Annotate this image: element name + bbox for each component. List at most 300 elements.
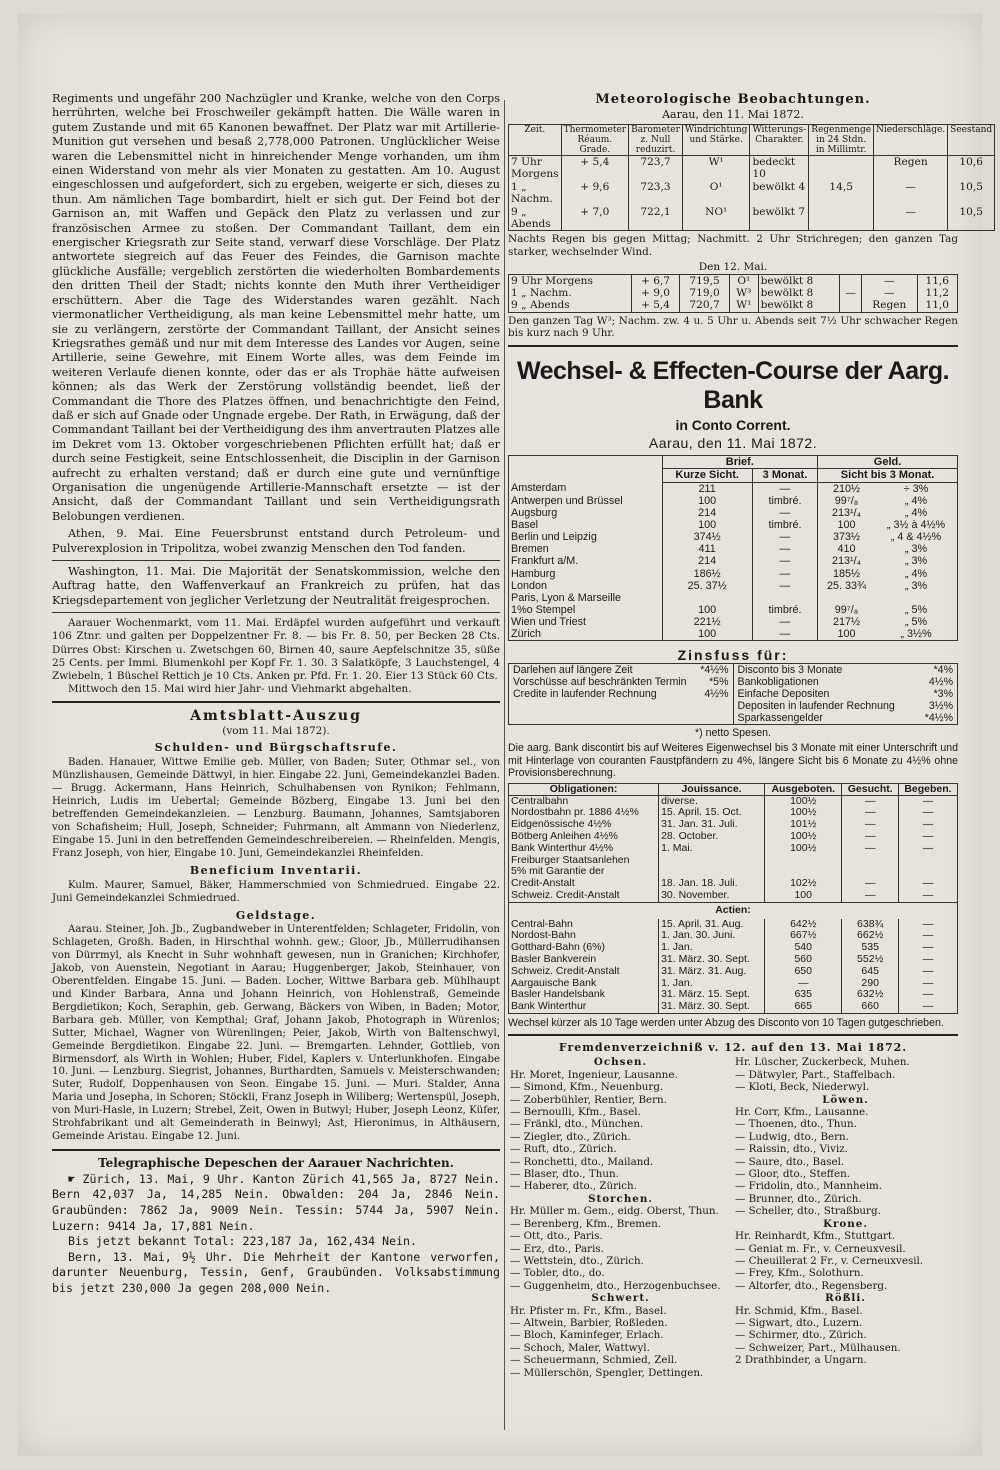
guest-entry: — Zoberbühler, Rentier, Bern. [510,1093,667,1106]
security-cell: 31. März. 30. Sept. [659,954,765,966]
zins-rate: 3½% [928,700,953,713]
exchange-cell: 1%o Stempel [511,603,576,616]
security-cell: Nordost-Bahn [511,929,576,942]
exchange-cell: 25. 37½ [662,580,752,592]
security-cell [659,855,765,867]
zins-label: Disconto bis 3 Monate [737,664,843,677]
exchange-cell: 211 [662,482,752,495]
exchange-cell: Berlin und Leipzig [511,531,597,544]
zins-row [511,676,731,688]
exchange-cell [818,592,875,604]
met-cell: Regen [874,156,948,181]
wechsel-note: Wechsel kürzer als 10 Tage werden unter Abzug des Disconto von 10 Tagen gutgeschrieben. [508,1016,944,1029]
met-cell: NO¹ [682,206,750,231]
security-row [509,843,958,855]
newspaper-page [18,14,993,1456]
exchange-cell: Hamburg [511,567,556,580]
security-cell: 31. März. 30. Sept. [659,1001,765,1013]
guest-entry: — Erz, dto., Paris. [510,1242,604,1255]
met-cell: 10,5 [948,206,995,231]
exchange-row [509,555,958,567]
exchange-row [509,482,958,495]
met-row [509,299,958,312]
exchange-cell: 210½ [818,482,875,495]
exchange-cell: 100 [662,495,752,507]
guest-entry: — Blaser, dto., Thun. [510,1168,619,1181]
exchange-cell: — [752,555,817,567]
exchange-cell: 100 [662,604,752,616]
exchange-cell: Antwerpen und Brüssel [511,494,623,507]
exchange-row [509,495,958,507]
obligation-header: Jouissance. [659,783,765,795]
met-cell: 9 Uhr Morgens [509,274,632,287]
zins-label: Credite in laufender Rechnung [513,688,657,701]
exchange-cell [752,592,817,604]
exchange-cell: 213¹/₄ [818,507,875,519]
left-column [52,92,500,1442]
met-cell: + 6,7 [631,274,679,287]
met-cell: — [862,274,917,287]
guest-entry: — Fränkl, dto., München. [510,1118,644,1131]
met-cell: 11,0 [917,299,958,312]
exchange-cell: — [752,543,817,555]
security-cell: 31. Jan. 31. Juli. [659,819,765,831]
guest-entry: — Ruft, dto., Zürich. [510,1143,617,1156]
met-cell: O¹ [682,181,750,206]
security-cell: — [764,978,842,990]
met-row [509,206,995,231]
security-cell: 100½ [764,831,842,843]
met-header: Regenmenge in 24 Stdn. in Millimtr. [809,125,874,156]
guest-entry: — Müllerschön, Spengler, Dettingen. [510,1366,704,1379]
jahrmarkt-notice: Mittwoch den 15. Mai wird hier Jahr- und Viehmarkt abgehalten. [68,683,412,696]
athen-news: Athen, 9. Mai. Eine Feuersbrunst entstand durch Petroleum- und Pulverexplosion in Tripolitza, wobei zwanzig Menschen den Tod fanden. [52,527,500,555]
met-cell: — [862,287,917,299]
obligation-header: Gesucht. [842,783,898,795]
exchange-cell: „ 3% [904,555,928,568]
security-cell: 18. Jan. 18. Juli. [659,878,765,890]
met-cell: — [840,287,862,299]
met-header: Thermometer Réaum. Grade. [561,125,629,156]
zins-row [736,688,956,700]
met-cell: 9 „ Abends [509,206,562,231]
exchange-cell [875,592,958,604]
security-cell: 100½ [764,795,842,807]
met-cell [809,206,874,231]
security-cell: 650 [764,966,842,978]
security-cell: Basler Bankverein [511,952,597,965]
exchange-cell: 410 [818,543,875,555]
exchange-cell: 99⁷/₈ [818,604,875,616]
exchange-cell: Augsburg [511,507,558,520]
guest-entry: — Sigwart, dto., Luzern. [735,1316,863,1329]
exchange-cell: „ 5% [904,603,928,616]
zins-label: Vorschüsse auf beschränkten Termin [513,676,687,689]
met-note-2: Den ganzen Tag W³; Nachm. zw. 4 u. 5 Uhr u. Abends seit 7½ Uhr schwacher Regen bis kurz nach 9 Uhr. [508,314,958,340]
telegraph-title: Telegraphische Depeschen der Aarauer Nachrichten. [98,1155,454,1170]
met-cell: 9 „ Abends [509,299,632,312]
hotel-heading: Ochsen. [593,1056,648,1069]
exchange-cell: 217½ [818,616,875,628]
guest-entry: — Fridolin, dto., Mannheim. [735,1180,883,1193]
met-header: Barometer z. Null reduzirt. [629,125,683,156]
security-cell: — [898,819,957,831]
guest-entry: — Ludwig, dto., Bern. [735,1130,849,1143]
exchange-row [509,592,958,604]
met-header: Seestand [948,125,995,156]
zins-row [736,676,956,688]
met-cell: W¹ [730,299,758,312]
security-cell: — [842,890,898,902]
obligationen-table [508,783,958,1014]
security-row [509,966,958,978]
exchange-cell: „ 3½% [900,627,932,640]
security-cell: 660 [842,1001,898,1013]
met-cell: 10,6 [948,156,995,181]
washington-news: Washington, 11. Mai. Die Majorität der Senatskommission, welche den Auftrag hatte, den Waffenverkauf an Frankreich zu prüfen, hat das Kriegsdepartement von jeglicher Verletzung der Neutralität freigesprochen. [52,565,500,607]
main-article: Regiments und ungefähr 200 Nachzügler und Kranke, welche von den Corps herrührten, welche bei Froschweiler gekämpft hatten. Die Wälle waren in gutem Zustande und mit 65 Kanonen bewaffnet. Der Platz war mit Artillerie-Munition gut versehen und besaß 2,778,000 Patronen. Unglücklicher Weise waren die Lebensmittel nicht in hinreichender Menge vorhanden, um ihm einen Widerstand von mehr als vier Monaten zu gestatten. Am 10. August eingeschlossen und aufgefordert, sich zu ergeben, weigerte er sich, dieses zu thun. Am nämlichen Tage bombardirt, hielt er sich gut. Der Feind bot der Garnison an, mit Waffen und Gepäck den Platz zu verlassen und zur französischen Armee zu stoßen. Der Commandant Taillant, dem ein energischer Kriegsrath zur Seite stand, verwarf diese Vorschläge. Der Platz antwortete siegreich auf das Feuer des Feindes, die Garnison machte glückliche Ausfälle; vergeblich zerstörten die wiederholten Bombardements den dritten Theil der Stadt; nichts konnte den Muth ihrer Vertheidiger erschüttern. Aber die Tage des Widerstandes waren gezählt. Nach viermonatlicher Vertheidigung, als man keine Lebensmittel mehr hatte, um sie zu verlängern, zerstörte der Commandant Taillant, der Ansicht seines Kriegsrathes gemäß und nur mit dem Interesse des Landes vor Augen, seine Artillerie, seine Gewehre, mit Einem Worte alles, was dem Feinde im weiteren Verlaufe dienen konnte, oder das er als Trophäe hätte aufweisen können; als das Werk der Zerstörung vollständig beendet, ließ der Commandant die Thore des Platzes öffnen, und benachrichtigte den Feind, daß er sich auf Gnade oder Ungnade ergebe. Der Rath, in Erwägung, daß der Commandant Taillant bei der Vertheidigung des ihm anvertrauten Platzes alle im Dekret vom 13. Oktober vorgeschriebenen Pflichten erfüllt hat; daß er durch seine Festigkeit, seine Entschlossenheit, die Disciplin in der Garnison aufrecht zu erhalten verstand; daß er durch eine gute und vernünftige Organisation die ungenügende Artillerie-Mannschaft ersetzte — ist der Ansicht, daß der Commandant Taillant und sein Vertheidigungsrath Belobungen verdienen. [52,92,500,523]
security-cell: 30. November. [659,890,765,902]
exchange-cell: ÷ 3% [903,482,929,495]
security-cell: — [842,831,898,843]
exchange-cell: — [752,628,817,641]
exchange-cell: 214 [662,555,752,567]
exchange-cell: 185½ [818,568,875,580]
hotel-heading: Krone. [823,1217,868,1230]
met-cell: 10,5 [948,181,995,206]
guest-entry: — Saure, dto., Basel. [735,1155,845,1168]
security-cell: Bötberg Anleihen 4½% [511,829,618,842]
exchange-row [509,568,958,580]
divider [508,345,958,347]
zins-label: Einfache Depositen [737,688,830,701]
met-cell: bewölkt 8 [758,274,840,287]
security-cell: — [842,795,898,807]
met-cell: 11,2 [917,287,958,299]
security-cell: 645 [842,966,898,978]
met-cell: W¹ [682,156,750,181]
guest-entry: — Cheuillerat 2 Fr., v. Cerneuxvesil. [735,1254,924,1267]
bank-date: Aarau, den 11. Mai 1872. [648,435,818,452]
exchange-cell: Basel [511,519,539,532]
met-cell: 720,7 [680,299,730,312]
guest-entry: — Frey, Kfm., Solothurn. [735,1267,864,1280]
met-note-1: Nachts Regen bis gegen Mittag; Nachmitt. 2 Uhr Strichregen; den ganzen Tag starker, wechselnder Wind. [508,233,958,259]
security-cell: 552½ [842,954,898,966]
telegraph-zurich: ☛ Zürich, 13. Mai, 9 Uhr. Kanton Zürich 41,565 Ja, 8727 Nein. Bern 42,037 Ja, 14,285 Nein. Obwalden: 204 Ja, 2846 Nein. Graubünden: 7862 Ja, 9009 Nein. Tessin: 5744 Ja, 5907 Nein. Luzern: 9414 Ja, 17,881 Nein. [52,1171,500,1233]
security-cell: 31. März. 31. Aug. [659,966,765,978]
met-row [509,287,958,299]
security-cell: — [898,795,957,807]
met-cell: 723,7 [629,156,683,181]
security-cell: Nordostbahn pr. 1886 4½% [511,806,639,819]
sicht-header: Sicht bis 3 Monat. [818,469,958,482]
exchange-row [509,604,958,616]
zins-rate: *5% [709,676,729,689]
exchange-cell: Wien und Triest [511,615,587,628]
exchange-cell: Zürich [511,627,541,640]
zins-row [511,664,731,676]
amtsblatt-title: Amtsblatt-Auszug [190,708,362,725]
security-cell: diverse. [659,795,765,807]
met-cell: bewölkt 7 [750,206,809,231]
zins-table [508,663,958,725]
met-header: Zeit. [509,125,562,156]
zins-label: Sparkassengelder [737,712,823,725]
column-divider [504,100,505,1430]
exchange-cell: — [752,580,817,592]
security-cell: 1. Mai. [659,843,765,855]
exchange-cell: 100 [662,628,752,641]
met-cell: + 7,0 [561,206,629,231]
exchange-cell: — [752,568,817,580]
exchange-cell: Frankfurt a/M. [511,555,579,568]
met-header: Witterungs-Charakter. [750,125,809,156]
security-cell: 632½ [842,989,898,1001]
zins-label: Depositen in laufender Rechnung [737,700,895,713]
security-cell [764,855,842,867]
zins-rate: *4% [933,664,953,677]
exchange-cell [662,592,752,604]
exchange-cell: „ 3% [904,543,928,556]
exchange-cell: timbré. [752,604,817,616]
security-cell: — [898,954,957,966]
met-cell: 1 „ Nachm. [509,181,562,206]
exchange-cell: 213¹/₄ [818,555,875,567]
met-row [509,181,995,206]
exchange-cell: 411 [662,543,752,555]
zins-label: Darlehen auf längere Zeit [513,664,633,677]
guest-entry: — Schweizer, Part., Mülhausen. [735,1341,901,1354]
guest-entry: — Haberer, dto., Zürich. [510,1180,637,1193]
exchange-row [509,616,958,628]
met-cell: W³ [730,287,758,299]
guest-entry: Hr. Lüscher, Zuckerbeck, Muhen. [735,1056,910,1069]
security-cell: 100½ [764,807,842,819]
security-cell: — [898,966,957,978]
exchange-cell: „ 3% [904,579,928,592]
guest-entry: — Ronchetti, dto., Mailand. [510,1155,654,1168]
zins-row [736,712,956,724]
security-cell: 667½ [764,930,842,942]
bank-subtitle: in Conto Corrent. [675,417,791,434]
guest-entry: — Bernoulli, Kfm., Basel. [510,1106,641,1119]
exchange-cell: Bremen [511,543,549,556]
security-cell: Centralbahn [511,794,569,807]
zins-title: Zinsfuss für: [677,647,789,664]
schulden-heading: Schulden- und Bürgschaftsrufe. [154,741,398,755]
security-cell: 635 [764,989,842,1001]
guest-entry: — Guggenheim, dto., Herzogenbuchsee. [510,1279,721,1292]
kurz-header: Kurze Sicht. [662,469,752,482]
exchange-cell: Paris, Lyon & Marseille [511,591,622,604]
met-row [509,274,958,287]
met-cell: 722,1 [629,206,683,231]
met-cell [840,274,862,287]
security-cell: 540 [764,942,842,954]
divider [52,560,500,561]
obligation-header: Begeben. [898,783,957,795]
exchange-cell: 186½ [662,568,752,580]
netto-note: *) netto Spesen. [695,727,771,740]
security-cell: 5% mit Garantie der [511,865,605,878]
met-date: Aarau, den 11. Mai 1872. [662,108,804,121]
guest-entry: — Schoch, Maler, Wattwyl. [510,1341,650,1354]
met-cell: Regen [862,299,917,312]
guest-entry: — Geniat m. Fr., v. Cerneuxvesil. [735,1242,906,1255]
exchange-table [508,455,958,641]
hotel-heading: Schwert. [591,1292,650,1305]
guest-entry: — Altwein, Barbier, Roßleden. [510,1316,668,1329]
guest-entry: Hr. Müller m. Gem., eidg. Oberst, Thun. [510,1205,719,1218]
guest-entry: — Ott, dto., Paris. [510,1230,603,1243]
security-cell: 31. März. 15. Sept. [659,989,765,1001]
exchange-cell: 374½ [662,531,752,543]
exchange-cell: „ 4 & 4½% [890,531,942,544]
security-cell: Credit-Anstalt [511,877,575,890]
security-cell: Gotthard-Bahn (6%) [511,941,605,954]
exchange-row [509,507,958,519]
met-cell: bewölkt 4 [750,181,809,206]
met-cell: 1 „ Nachm. [509,287,632,299]
met-header: Niederschläge. [874,125,948,156]
security-row [509,831,958,843]
guest-entry: — Wettstein, dto., Zürich. [510,1254,644,1267]
exchange-cell: „ 4% [904,507,928,520]
hotel-heading: Rößli. [825,1292,866,1305]
met-cell: 719,0 [680,287,730,299]
met-cell [840,299,862,312]
met-cell: — [874,181,948,206]
guest-entry: — Bloch, Kaminfeger, Erlach. [510,1329,664,1342]
security-cell: 102½ [764,878,842,890]
security-cell: Aargauische Bank [511,976,597,989]
guest-entry: — Kloti, Beck, Niederwyl. [735,1081,870,1094]
schulden-text: Baden. Hanauer, Wittwe Emilie geb. Müller, von Baden; Suter, Othmar sel., von Münzlishausen, Gemeinde Dättwyl, in hier. Eingabe 22. Juni, Gemeindekanzlei Baden. — Brugg. Ackermann, Hans Heinrich, Schulhabensen von Rynikon; Fehlmann, Heinrich, Ludis im Uebertal; Gemeinde Bözberg, Eingabe 13. Juni bei den betreffenden Gemeindekanzleien. — Lenzburg. Baumann, Johannes, Samtsjaboren von Schafisheim; Hull, Joseph, Schneider; Fuhrmann, alt Ammann von Niederlenz, Eingabe 15. Juni in den betreffenden Gemeindeschreibereien. — Rheinfelden. Mengis, Franz Joseph, von hier, Eingabe 10. Juni, Gemeindekanzlei Rheinfelden. [52,757,500,860]
right-column [508,92,993,1442]
met-cell: 719,5 [680,274,730,287]
security-cell [898,855,957,867]
divider [52,1149,500,1151]
security-cell: — [898,942,957,954]
divider [52,612,500,613]
met-cell: + 9,0 [631,287,679,299]
exchange-cell: „ 5% [904,615,928,628]
security-cell: — [842,878,898,890]
guest-entry: Hr. Pfister m. Fr., Kfm., Basel. [510,1304,667,1317]
guest-entry: — Schirmer, dto., Zürich. [735,1329,867,1342]
met-cell: 11,6 [917,274,958,287]
guest-entry: — Raissin, dto., Viviz. [735,1143,848,1156]
divider [52,701,500,703]
exchange-row [509,531,958,543]
zins-rate: *3% [933,688,953,701]
security-cell: — [898,831,957,843]
exchange-row [509,519,958,531]
security-cell: 642½ [764,919,842,931]
exchange-cell: „ 4% [904,494,928,507]
exchange-row [509,543,958,555]
security-cell: 535 [842,942,898,954]
met-cell: bewölkt 8 [758,287,840,299]
security-cell: 1. Jan. [659,942,765,954]
exchange-cell: — [752,616,817,628]
security-cell: Eidgenössische 4½% [511,818,612,831]
security-row [509,954,958,966]
met-cell: 7 Uhr Morgens [509,156,562,181]
guest-entry: — Berenberg, Kfm., Bremen. [510,1217,662,1230]
security-row [509,890,958,902]
security-cell: — [898,878,957,890]
telegraph-bern: Bern, 13. Mai, 9½ Uhr. Die Mehrheit der Kantone verworfen, darunter Neuenburg, Tessin, Genf, Graubünden. Volksabstimmung bis jetzt 230,000 Ja gegen 208,000 Nein. [52,1249,500,1295]
guest-entry: — Altorfer, dto., Regensberg. [735,1279,888,1292]
zins-rate: *4½% [924,712,953,725]
security-cell: Bank Winterthur [511,1000,587,1013]
beneficium-text: Kulm. Maurer, Samuel, Bäker, Hammerschmied von Schmiedrued. Eingabe 22. Juni Gemeindekanzlei Schmiedrued. [52,880,500,905]
zins-rate: 4½% [704,688,729,701]
met-row [509,156,995,181]
exchange-cell: timbré. [752,519,817,531]
security-cell: — [898,843,957,855]
guest-entry: Hr. Reinhardt, Kfm., Stuttgart. [735,1230,896,1243]
guest-entry: — Simond, Kfm., Neuenburg. [510,1081,664,1094]
security-cell: 638¾ [842,919,898,931]
exchange-cell: London [511,579,548,592]
met-cell: bedeckt 10 [750,156,809,181]
security-cell: 662½ [842,930,898,942]
met-cell: 723,3 [629,181,683,206]
exchange-cell: — [752,507,817,519]
security-cell: — [898,890,957,902]
met-cell: + 5,4 [631,299,679,312]
divider [508,1034,958,1036]
beneficium-heading: Beneficium Inventarii. [189,864,363,878]
security-cell: 290 [842,978,898,990]
zins-rate: *4½% [700,664,729,677]
guest-entry: — Brunner, dto., Zürich. [735,1192,862,1205]
security-cell: 1. Jan. [659,978,765,990]
security-cell: — [842,819,898,831]
security-cell: — [898,1001,957,1013]
security-cell [842,855,898,867]
obligation-header: Ausgeboten. [764,783,842,795]
security-row [509,1001,958,1013]
guest-entry: — Scheller, dto., Straßburg. [735,1205,881,1218]
security-cell: 15. April. 31. Aug. [659,919,765,931]
met-cell: bewölkt 8 [758,299,840,312]
met-cell: + 5,4 [561,156,629,181]
security-cell: Schweiz. Credit-Anstalt [511,964,620,977]
exchange-row [509,580,958,592]
fremden-table [508,1056,958,1379]
zins-label: Bankobligationen [737,676,819,689]
fremden-title: Fremdenverzeichniß v. 12. auf den 13. Mai 1872. [558,1041,908,1055]
security-cell: — [898,978,957,990]
met-date-2: Den 12. Mai. [698,260,768,273]
zins-row [511,688,731,700]
exchange-cell: — [752,482,817,495]
met-table-1 [508,124,995,231]
security-cell: 665 [764,1001,842,1013]
guest-entry: — Thoenen, dto., Thun. [735,1118,857,1131]
security-cell: 100½ [764,843,842,855]
brief-header: Brief. [662,456,818,469]
met-cell: 14,5 [809,181,874,206]
guest-entry: Hr. Schmid, Kfm., Basel. [735,1304,863,1317]
security-cell: 15. April. 15. Oct. [659,807,765,819]
exchange-cell: 214 [662,507,752,519]
amtsblatt-subtitle: (vom 11. Mai 1872). [222,725,330,738]
